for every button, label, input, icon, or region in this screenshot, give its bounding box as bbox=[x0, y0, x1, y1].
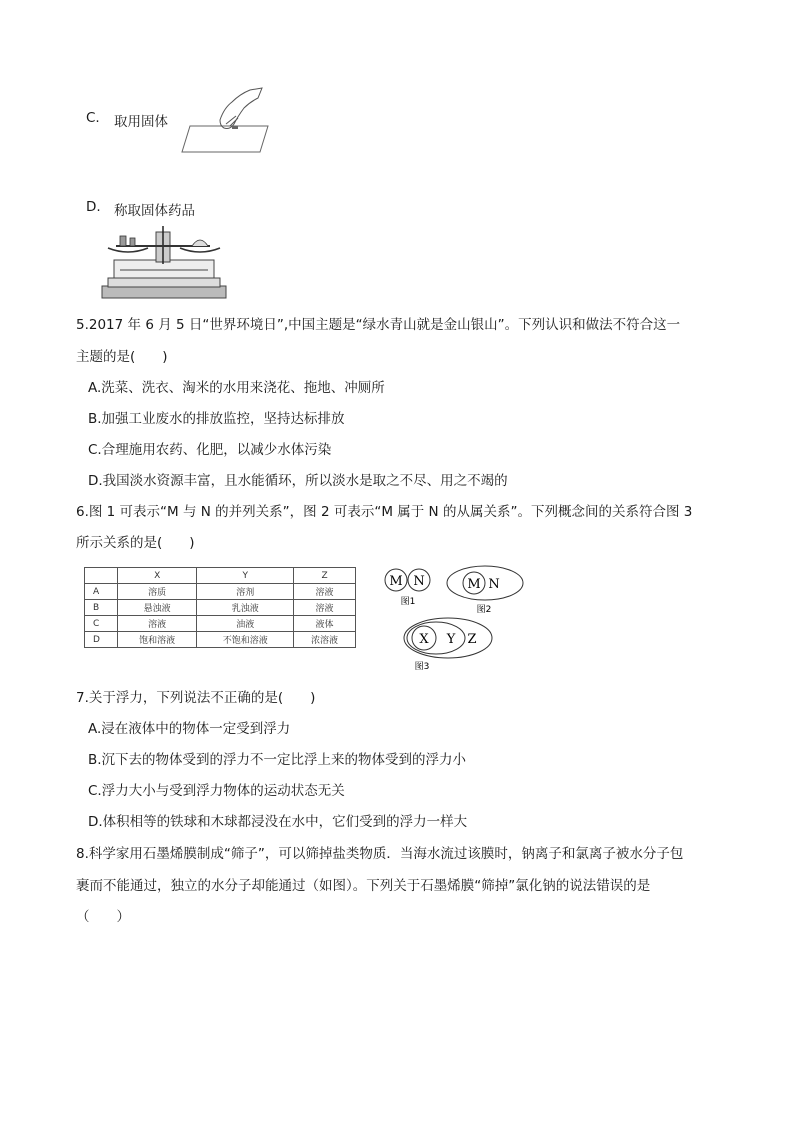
fig3-caption: 图3 bbox=[414, 662, 430, 672]
table-cell: 溶剂 bbox=[197, 584, 294, 600]
figure-1 bbox=[385, 569, 430, 607]
venn-diagrams bbox=[378, 562, 528, 674]
table-row bbox=[85, 616, 356, 632]
q7-option-d: D.体积相等的铁球和木球都浸没在水中，它们受到的浮力一样大 bbox=[88, 814, 468, 830]
q6-stem-line1: 6.图 1 可表示“M 与 N 的并列关系”，图 2 可表示“M 属于 N 的从属关系”。下列概念间的关系符合图 3 bbox=[76, 504, 693, 520]
q7-option-c: C.浮力大小与受到浮力物体的运动状态无关 bbox=[88, 783, 345, 799]
table-cell: 溶质 bbox=[118, 584, 197, 600]
table-cell: 浓溶液 bbox=[294, 632, 356, 648]
q5-stem-line2: 主题的是( ) bbox=[76, 349, 168, 365]
fig2-caption: 图2 bbox=[476, 605, 492, 615]
q8-stem-line2: 裹而不能通过，独立的水分子却能通过（如图）。下列关于石墨烯膜“筛掉”氯化钠的说法错误的是 bbox=[76, 878, 651, 894]
fig2-n-label: N bbox=[488, 577, 500, 592]
q7-option-b: B.沉下去的物体受到的浮力不一定比浮上来的物体受到的浮力小 bbox=[88, 752, 467, 768]
fig3-z-label: Z bbox=[467, 632, 477, 647]
table-cell: A bbox=[85, 584, 118, 600]
figure-2 bbox=[447, 566, 523, 615]
fig1-caption: 图1 bbox=[400, 597, 416, 607]
table-header-row bbox=[85, 568, 356, 584]
table-cell: 溶液 bbox=[118, 616, 197, 632]
fig1-m-label: M bbox=[389, 574, 403, 589]
table-cell: 不饱和溶液 bbox=[197, 632, 294, 648]
table-cell: C bbox=[85, 616, 118, 632]
fig3-y-label: Y bbox=[446, 632, 456, 647]
fig2-m-label: M bbox=[467, 577, 481, 592]
table-cell: 乳浊液 bbox=[197, 600, 294, 616]
table-cell: 液体 bbox=[294, 616, 356, 632]
table-cell: 溶液 bbox=[294, 584, 356, 600]
table-row bbox=[85, 632, 356, 648]
q5-option-b: B.加强工业废水的排放监控，坚持达标排放 bbox=[88, 411, 345, 427]
figure-3 bbox=[404, 618, 492, 672]
table-cell: 悬浊液 bbox=[118, 600, 197, 616]
balance-scale-illustration bbox=[100, 224, 230, 302]
table-row bbox=[85, 600, 356, 616]
q8-stem-line1: 8.科学家用石墨烯膜制成“筛子”，可以筛掉盐类物质．当海水流过该膜时，钠离子和氯离子被水分子包 bbox=[76, 846, 684, 862]
q5-option-a: A.洗菜、洗衣、淘米的水用来浇花、拖地、冲厕所 bbox=[88, 380, 385, 396]
table-cell: D bbox=[85, 632, 118, 648]
fig3-x-label: X bbox=[419, 632, 429, 647]
option-c-label: C. bbox=[86, 110, 100, 126]
option-c-text: 取用固体 bbox=[114, 114, 168, 130]
table-header-cell: Z bbox=[294, 568, 356, 584]
q7-option-a: A.浸在液体中的物体一定受到浮力 bbox=[88, 721, 291, 737]
table-cell: B bbox=[85, 600, 118, 616]
q5-option-d: D.我国淡水资源丰富，且水能循环，所以淡水是取之不尽、用之不竭的 bbox=[88, 473, 508, 489]
table-header-cell: X bbox=[118, 568, 197, 584]
take-solid-illustration bbox=[180, 86, 272, 156]
q8-stem-line3: （ ） bbox=[76, 909, 130, 925]
q7-stem: 7.关于浮力，下列说法不正确的是( ) bbox=[76, 690, 316, 706]
table-cell: 饱和溶液 bbox=[118, 632, 197, 648]
table-header-cell: Y bbox=[197, 568, 294, 584]
q6-concept-table bbox=[84, 567, 356, 648]
table-cell: 油液 bbox=[197, 616, 294, 632]
option-d-label: D. bbox=[86, 199, 101, 215]
option-d-text: 称取固体药品 bbox=[114, 203, 195, 219]
fig1-n-label: N bbox=[413, 574, 425, 589]
table-cell: 溶液 bbox=[294, 600, 356, 616]
q5-stem-line1: 5.2017 年 6 月 5 日“世界环境日”,中国主题是“绿水青山就是金山银山”。下列认识和做法不符合这一 bbox=[76, 317, 681, 333]
table-row bbox=[85, 584, 356, 600]
q5-option-c: C.合理施用农药、化肥，以减少水体污染 bbox=[88, 442, 332, 458]
q6-stem-line2: 所示关系的是( ) bbox=[76, 535, 195, 551]
table-header-cell bbox=[85, 568, 118, 584]
